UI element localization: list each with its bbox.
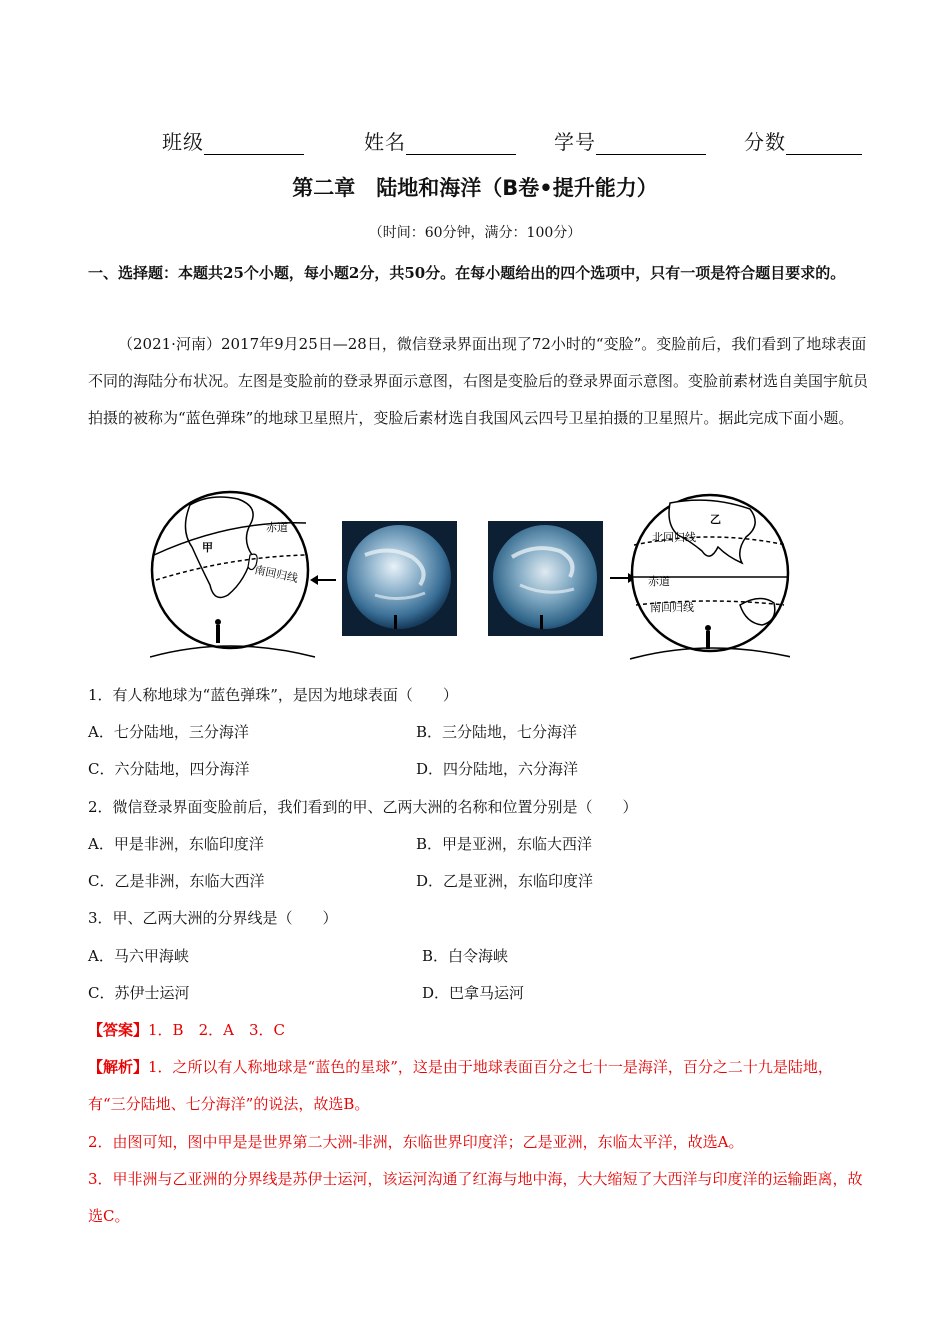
name-label: 姓名	[364, 130, 406, 154]
id-label: 学号	[554, 130, 596, 154]
q2-option-d[interactable]: D．乙是亚洲，东临印度洋	[416, 872, 594, 890]
score-blank[interactable]	[786, 132, 862, 155]
q1-option-c[interactable]: C．六分陆地，四分海洋	[88, 760, 250, 778]
q3-option-b[interactable]: B．白令海峡	[422, 947, 509, 965]
q2-option-c[interactable]: C．乙是非洲，东临大西洋	[88, 872, 265, 890]
left-person	[216, 625, 220, 643]
id-blank[interactable]	[596, 132, 706, 155]
page-subtitle: （时间：60分钟，满分：100分）	[368, 225, 582, 241]
right-continent-label: 乙	[710, 513, 721, 526]
left-equator-label: 赤道	[266, 521, 288, 534]
photo-after	[488, 521, 603, 636]
class-blank[interactable]	[204, 132, 304, 155]
name-field	[364, 126, 516, 155]
score-field	[744, 126, 862, 155]
right-equator-label: 赤道	[648, 575, 670, 588]
question-1-stem: 1．有人称地球为“蓝色弹珠”，是因为地球表面（ ）	[88, 686, 458, 704]
analysis-p2: 2．由图可知，图中甲是是世界第二大洲-非洲，东临世界印度洋；乙是亚洲，东临太平洋，故选A。	[88, 1133, 744, 1151]
q1-option-a[interactable]: A．七分陆地，三分海洋	[88, 723, 249, 741]
right-tropic-s-label: 南回归线	[650, 601, 694, 614]
intro-paragraph: （2021·河南）2017年9月25日—28日，微信登录界面出现了72小时的“变脸”。变脸前后，我们看到了地球表面不同的海陆分布状况。左图是变脸前的登录界面示意图，右图是变脸后的登录界面示意图。变脸前素材选自美国宇航员拍摄的被称为“蓝色弹珠”的地球卫星照片，变脸后素材选自我国风云四号卫星拍摄的卫星照片。据此完成下面小题。	[88, 335, 869, 427]
globe-figure	[150, 485, 790, 665]
class-field	[162, 126, 304, 155]
class-label: 班级	[162, 130, 204, 154]
analysis-label: 【解析】	[88, 1058, 149, 1076]
section-heading: 一、选择题：本题共25个小题，每小题2分，共50分。在每小题给出的四个选项中，只有一项是符合题目要求的。	[88, 264, 846, 282]
q3-option-d[interactable]: D．巴拿马运河	[422, 984, 525, 1002]
figure	[150, 485, 790, 669]
q1-option-b[interactable]: B．三分陆地，七分海洋	[416, 723, 578, 741]
page-title: 第二章 陆地和海洋（B卷•提升能力）	[292, 176, 658, 200]
left-globe	[150, 492, 315, 657]
analysis-p1-text: 1．之所以有人称地球是“蓝色的星球”，这是由于地球表面百分之七十一是海洋，百分之二十九是陆地，有“三分陆地、七分海洋”的说法，故选B。	[88, 1058, 833, 1113]
left-arrow	[310, 575, 336, 585]
left-tropic-label: 南回归线	[253, 563, 300, 586]
q2-option-a[interactable]: A．甲是非洲，东临印度洋	[88, 835, 264, 853]
right-person	[706, 631, 710, 649]
photo-before	[342, 521, 457, 636]
q1-option-d[interactable]: D．四分陆地，六分海洋	[416, 760, 579, 778]
id-field	[554, 126, 706, 155]
answer-text: 1．B 2．A 3．C	[148, 1021, 285, 1039]
question-3-stem: 3．甲、乙两大洲的分界线是（ ）	[88, 909, 338, 927]
right-tropic-n-label: 北回归线	[652, 531, 696, 544]
left-continent-label: 甲	[202, 541, 213, 554]
question-2-stem: 2．微信登录界面变脸前后，我们看到的甲、乙两大洲的名称和位置分别是（ ）	[88, 798, 638, 816]
score-label: 分数	[744, 130, 786, 154]
q2-option-b[interactable]: B．甲是亚洲，东临大西洋	[416, 835, 593, 853]
q3-option-c[interactable]: C．苏伊士运河	[88, 984, 190, 1002]
answer-block	[88, 1019, 285, 1040]
analysis-p3: 3．甲非洲与乙亚洲的分界线是苏伊士运河，该运河沟通了红海与地中海，大大缩短了大西洋与印度洋的运输距离，故选C。	[88, 1170, 863, 1225]
analysis-p1	[88, 1049, 868, 1123]
right-globe	[630, 495, 790, 659]
name-blank[interactable]	[406, 132, 516, 155]
q3-option-a[interactable]: A．马六甲海峡	[88, 947, 189, 965]
answer-label: 【答案】	[88, 1021, 149, 1039]
